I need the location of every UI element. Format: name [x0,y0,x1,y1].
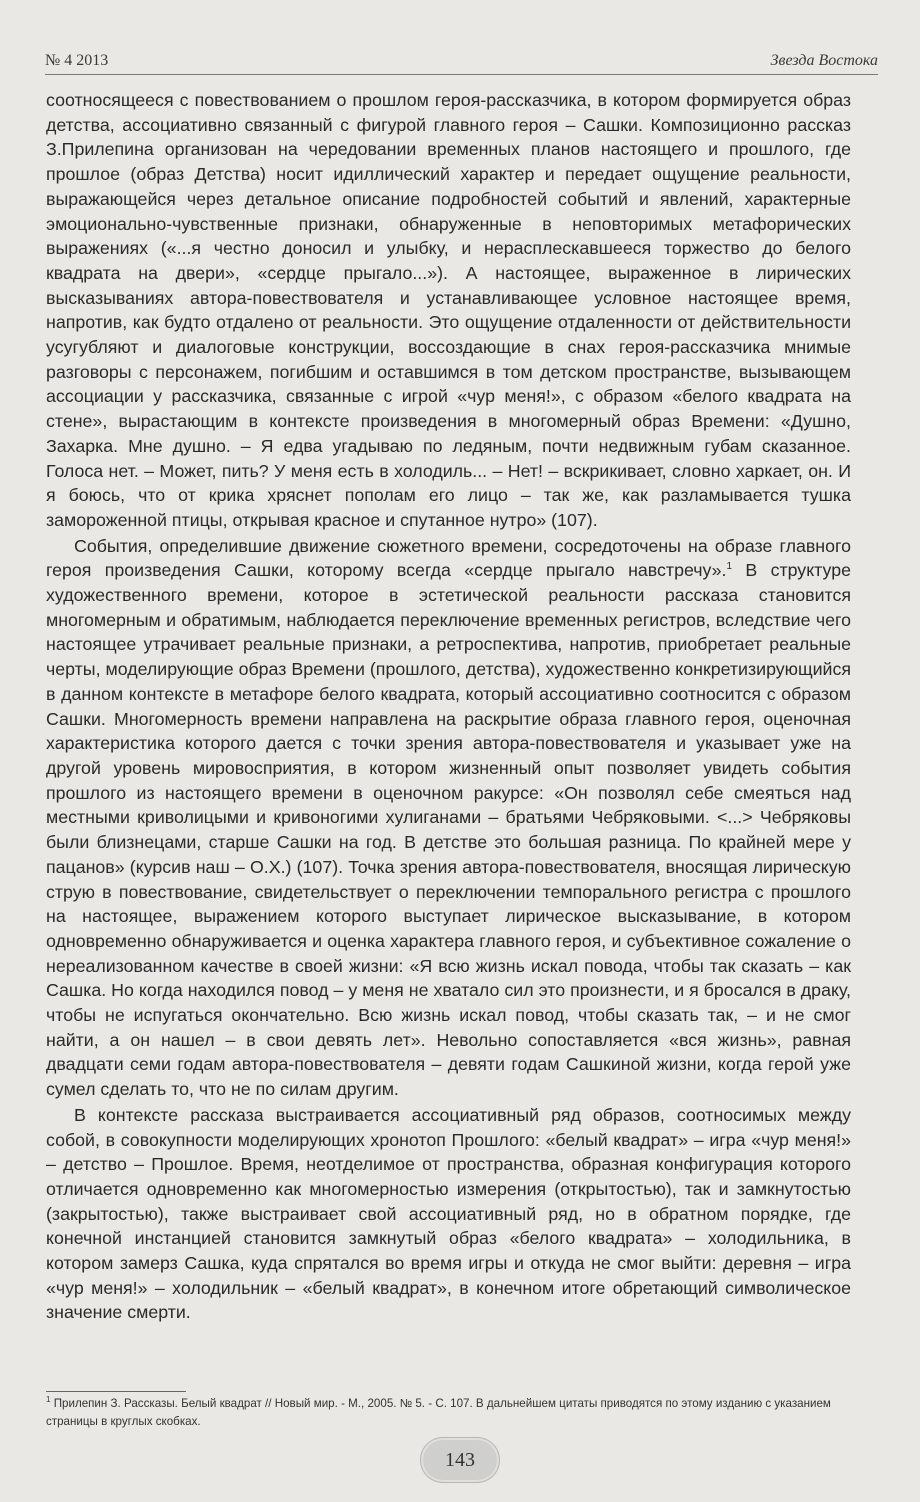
footnote-marker: 1 [46,1395,51,1405]
footnote-reference[interactable]: 1 [726,561,733,573]
footnote-rule [46,1391,186,1392]
issue-label: № 4 2013 [45,52,109,69]
paragraph-1: соотносящееся с повествованием о прошлом героя-рассказчика, в котором формируется образ детства, ассоциативно связанный с фигурой главного героя – Сашки. Композиционно рассказ З.Прилепина организован на чередовании временных планов настоящего и прошлого, где прошлое (образ Детства) носит идиллический характер и передает ощущение реальности, выражающейся через детальное описание подробностей событий и явлений, характерные эмоционально-чувственные признаки, обнаруженные в неповторимых метафорических выражениях («...я честно доносил и улыбку, и нерасплескавшееся торжество до белого квадрата на двери», «сердце прыгало...»). А настоящее, выраженное в лирических высказываниях автора-повествователя и устанавливающее условное настоящее время, напротив, как будто отдалено от реальности. Это ощущение отдаленности от действительности усугубляют и диалоговые конструкции, воссоздающие в снах героя-рассказчика мнимые разговоры с персонажем, погибшим и оставшимся в том детском пространстве, вызывающем ассоциации у рассказчика, связанные с игрой «чур меня!», с образом «белого квадрата на стене», вырастающим в контексте произведения в многомерный образ Времени: «Душно, Захарка. Мне душно. – Я едва угадываю по ледяным, почти недвижным губам сказанное. Голоса нет. – Может, пить? У меня есть в холодиль... – Нет! – вскрикивает, словно харкает, он. И я боюсь, что от крика хряснет пополам его лицо – так же, как разламывается тушка замороженной птицы, открывая красное и спутанное нутро» (107). [46,90,851,530]
header-rule [45,74,878,75]
footnote-text: Прилепин З. Рассказы. Белый квадрат // Новый мир. - М., 2005. № 5. - С. 107. В дальнейшем цитаты приводятся по этому изданию с указанием страницы в круглых скобках. [46,1397,831,1428]
footnote [46,1395,846,1431]
page-number-area [0,1438,920,1482]
journal-title: Звезда Востока [770,52,878,69]
article-body [46,88,851,1325]
paragraph-2 [46,534,851,1102]
paragraph-3: В контексте рассказа выстраивается ассоциативный ряд образов, соотносимых между собой, в совокупности моделирующих хронотоп Прошлого: «белый квадрат» – игра «чур меня!» – детство – Прошлое. Время, неотделимое от пространства, образная конфигурация которого отличается одновременно как многомерностью измерения (открытостью), так и замкнутостью (закрытостью), также выстраивает свой ассоциативный ряд, но в обратном порядке, где конечной инстанцией становится замкнутый образ «белого квадрата» – холодильника, в котором замерз Сашка, куда спрятался во время игры и откуда не смог выйти: деревня – игра «чур меня!» – холодильник – «белый квадрат», в конечном итоге обретающий символическое значение смерти. [46,1104,851,1323]
page-number-badge [423,1440,497,1480]
paragraph-2-text: События, определившие движение сюжетного времени, сосредоточены на образе главного героя произведения Сашки, которому всегда «сердце прыгало навстречу». [46,535,851,581]
page-number: 143 [445,1448,475,1471]
paragraph-2-continuation: В структуре художественного времени, которое в эстетической реальности рассказа становится многомерным и обратимым, наблюдается переключение временных регистров, вследствие чего настоящее утрачивает реальные признаки, а ретроспектива, напротив, приобретает реальные черты, моделирующие образ Времени (прошлого, детства), художественно конкретизирующийся в данном контексте в метафоре белого квадрата, который ассоциативно соотносится с образом Сашки. Многомерность времени направлена на раскрытие образа главного героя, оценочная характеристика которого дается с точки зрения автора-повествователя и указывает уже на другой уровень мировосприятия, в котором жизненный опыт позволяет увидеть события прошлого из настоящего времени в оценочном ракурсе: «Он позволял себе смеяться над местными криволицыми и кривоногими хулиганами – братьями Чебряковыми. <...> Чебряковы были близнецами, старше Сашки на год. В детстве это большая разница. По крайней мере у пацанов» (курсив наш – О.Х.) (107). Точка зрения автора-повествователя, вносящая лирическую струю в повествование, свидетельствует о переключении темпорального регистра с прошлого на настоящее, выражением которого выступает лирическое высказывание, в котором одновременно обнаруживается и оценка характера главного героя, и субъективное сожаление о нереализованном качестве в своей жизни: «Я всю жизнь искал повода, чтобы так сказать – как Сашка. Но когда находился повод – у меня не хватало сил это произнести, и я бросался в драку, чтобы не испугаться окончательно. Всю жизнь искал повод, чтобы сказать так, – и не смог найти, а он нашел – в свои девять лет». Невольно сопоставляется «вся жизнь», равная двадцати семи годам автора-повествователя – девяти годам Сашкиной жизни, когда герой уже сумел сделать то, что не по силам другим. [46,560,851,1100]
running-header [45,44,878,70]
